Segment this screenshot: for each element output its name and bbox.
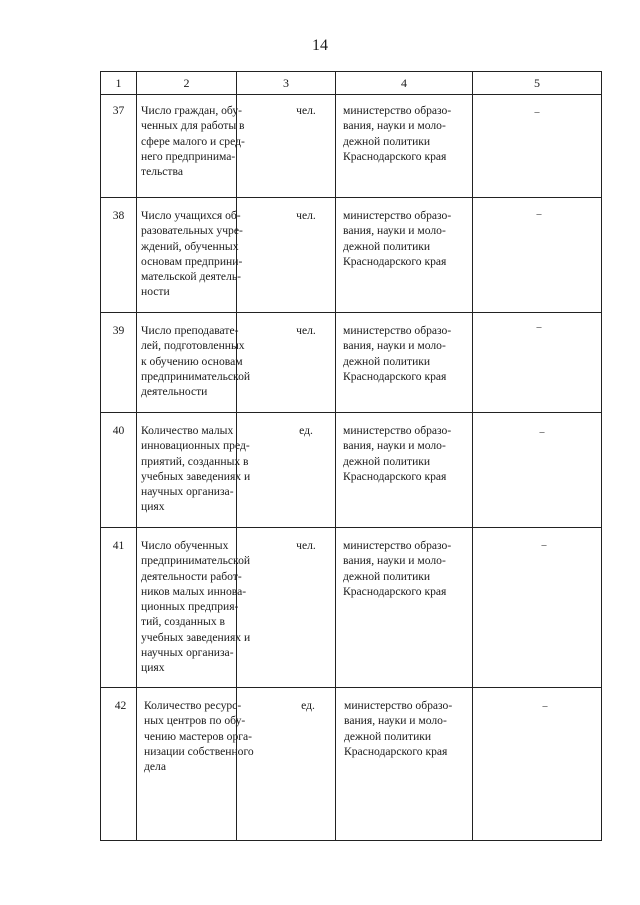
responsible-org: министерство образо- вания, науки и моло- дежной политики Краснодарского края — [343, 424, 452, 483]
header-cell: 1 — [115, 76, 122, 90]
indicator-description: Число учащихся об- разовательных учре- ждений, обученных основам предприни- мательской деятель- ности — [141, 209, 243, 299]
header-cell: 2 — [183, 76, 190, 90]
row-number: 39 — [112, 324, 125, 337]
value-dash: – — [541, 540, 547, 551]
unit-cell: ед. — [301, 699, 315, 712]
header-cell: 4 — [401, 76, 407, 90]
unit-cell: чел. — [296, 324, 316, 337]
row-divider — [101, 312, 601, 313]
responsible-org: министерство образо- вания, науки и моло- дежной политики Краснодарского края — [343, 104, 452, 163]
indicators-table — [100, 71, 602, 841]
row-divider — [101, 197, 601, 198]
indicator-description: Число обученных предпринимательской деятельности работ- ников малых иннова- ционных предприя- тий, созданных в учебных заведениях и научных организа- циях — [141, 539, 251, 675]
value-dash: – — [539, 427, 545, 438]
row-number: 37 — [112, 104, 125, 117]
row-divider — [101, 527, 601, 528]
row-number: 40 — [112, 424, 125, 437]
responsible-org: министерство образо- вания, науки и моло- дежной политики Краснодарского края — [343, 324, 452, 383]
column-divider — [136, 72, 137, 840]
responsible-org: министерство образо- вания, науки и моло- дежной политики Краснодарского края — [343, 539, 452, 598]
unit-cell: ед. — [299, 424, 313, 437]
indicator-description: Число преподавате- лей, подготовленных к обучению основам предпринимательской деятельности — [141, 324, 251, 399]
indicator-description: Количество ресурс- ных центров по обу- чению мастеров орга- низации собственного дела — [144, 699, 254, 774]
row-number: 41 — [112, 539, 125, 552]
row-divider — [101, 412, 601, 413]
header-cell: 5 — [534, 76, 540, 90]
responsible-org: министерство образо- вания, науки и моло- дежной политики Краснодарского края — [344, 699, 453, 758]
column-divider — [335, 72, 336, 840]
header-divider — [101, 94, 601, 95]
page-number: 14 — [312, 37, 328, 54]
unit-cell: чел. — [296, 539, 316, 552]
row-number: 42 — [114, 699, 127, 712]
row-divider — [101, 687, 601, 688]
indicator-description: Количество малых инновационных пред- приятий, созданных в учебных заведениях и научных организа- циях — [141, 424, 251, 514]
responsible-org: министерство образо- вания, науки и моло- дежной политики Краснодарского края — [343, 209, 452, 268]
value-dash: – — [536, 322, 542, 333]
value-dash: – — [536, 209, 542, 220]
header-cell: 3 — [283, 76, 289, 90]
value-dash: – — [542, 701, 548, 712]
value-dash: – — [534, 107, 540, 118]
indicator-description: Число граждан, обу- ченных для работы в сфере малого и сред- него предпринима- тельства — [141, 104, 245, 179]
row-number: 38 — [112, 209, 125, 222]
column-divider — [472, 72, 473, 840]
unit-cell: чел. — [296, 209, 316, 222]
unit-cell: чел. — [296, 104, 316, 117]
